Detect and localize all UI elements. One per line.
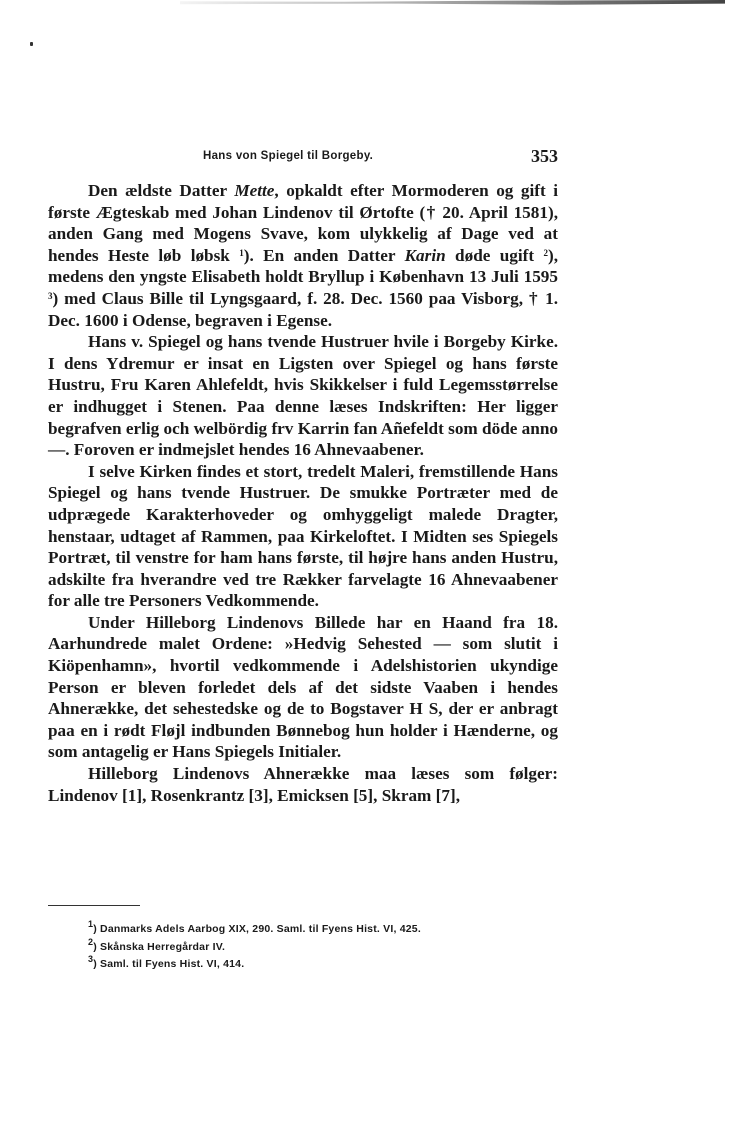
p1-text-e: ), medens den yngste Elisabeth holdt Bryllup i København 13 Juli 1595: [48, 245, 559, 287]
footnotes: [88, 921, 558, 974]
footnote-2: [88, 936, 558, 957]
footnote-mark: 1: [88, 919, 94, 929]
footnote-text: ) Saml. til Fyens Hist. VI, 414.: [93, 958, 245, 970]
footnote-ref-1: 1: [239, 247, 244, 258]
page-header: [48, 146, 558, 170]
paragraph-3: I selve Kirken findes et stort, tredelt Maleri, fremstillende Hans Spiegel og hans tvende Hustruer. De smukke Portræter med de udprægede Karakterhoveder og omhyggeligt malede Dragter, henstaar, udtaget af Rammen, paa Kirkeloftet. I Midten ses Spiegels Portræt, til venstre for ham hans første, til højre hans anden Hustru, adskilte fra hverandre ved tre Rækker farvelagte 16 Ahnevaabener for alle tre Personers Vedkommende.: [48, 461, 558, 611]
scan-speck: [30, 42, 33, 46]
footnote-ref-3: 3: [48, 290, 53, 301]
p1-text-c: ). En anden Datter: [243, 245, 405, 265]
footnote-ref-2: 2: [543, 247, 548, 258]
footnote-1: [88, 921, 558, 939]
footnote-mark: 2: [88, 936, 94, 947]
footnote-mark: 3: [88, 954, 94, 964]
paragraph-4: Under Hilleborg Lindenovs Billede har en Haand fra 18. Aarhundrede malet Ordene: »Hedvig Sehested — som slutit i Kiöpenhamn», hvortil vedkommende i Adelshistorien ukyndige Person er bleven forledet dels af det sidste Vaaben i hendes Ahnerække, det sehestedske og de to Bogstaver H S, der er anbragt paa en i rødt Fløjl indbunden Bønnebog hun holder i Hænderne, og som antagelig er Hans Spiegels Initialer.: [48, 612, 558, 762]
name-mette: Mette: [234, 181, 275, 200]
name-karin: Karin: [404, 245, 446, 265]
running-title: Hans von Spiegel til Borgeby.: [203, 150, 374, 162]
footnote-rule: [48, 905, 140, 906]
p1-text-b: , opkaldt efter Mormoderen og gift i første Ægteskab med Johan Lindenov til Ørtofte († 20. April 1581), anden Gang med Mogens Svave, kom ulykkelig af Dage ved at hendes Heste løb løbsk: [48, 181, 558, 265]
p1-text-d: døde ugift: [445, 245, 544, 265]
p1-text-a: Den ældste Datter: [88, 181, 235, 200]
scan-edge-artifact: [180, 0, 725, 6]
paragraph-1: [48, 180, 558, 331]
footnote-text: ) Skånska Herregårdar IV.: [93, 940, 226, 953]
page-number: 353: [531, 146, 558, 166]
paragraph-5: Hilleborg Lindenovs Ahnerække maa læses som følger: Lindenov [1], Rosenkrantz [3], Emicksen [5], Skram [7],: [48, 764, 558, 805]
footnote-3: [88, 956, 558, 974]
p1-text-f: ) med Claus Bille til Lyngsgaard, f. 28. Dec. 1560 paa Visborg, † 1. Dec. 1600 i Odense, begraven i Egense.: [48, 288, 558, 330]
footnote-text: ) Danmarks Adels Aarbog XIX, 290. Saml. til Fyens Hist. VI, 425.: [93, 923, 421, 935]
body-text: [48, 180, 558, 806]
paragraph-2: Hans v. Spiegel og hans tvende Hustruer hvile i Borgeby Kirke. I dens Ydremur er insat en Ligsten over Spiegel og hans første Hustru, Fru Karen Ahlefeldt, hvis Skikkelser i fuld Legemsstørrelse er indhugget i Stenen. Paa denne læses Indskriften: Her ligger begrafven erlig och welbördig frv Karrin fan Añefeldt som döde anno —. Foroven er indmejslet hendes 16 Ahnevaabener.: [48, 332, 558, 460]
